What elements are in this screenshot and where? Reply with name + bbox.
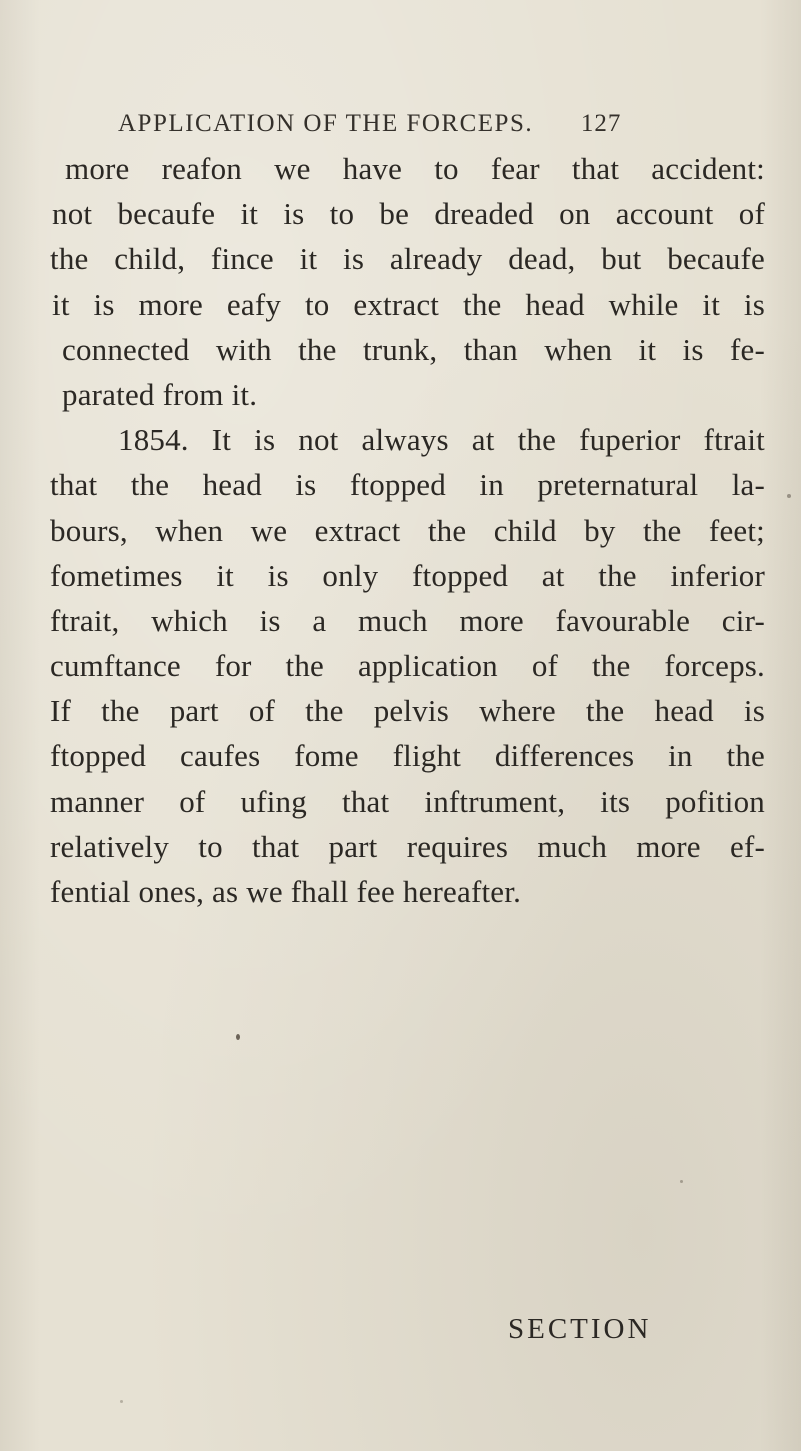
running-head: [118, 110, 718, 138]
catchword: SECTION: [508, 1313, 652, 1345]
text-line: the child, fince it is already dead, but becaufe: [50, 241, 765, 277]
text-line: cumftance for the application of the forceps.: [50, 648, 765, 684]
ink-speck: [680, 1180, 683, 1183]
text-line: bours, when we extract the child by the feet;: [50, 512, 765, 548]
text-line: If the part of the pelvis where the head is: [50, 693, 765, 729]
text-line: that the head is ftopped in preternatural la-: [50, 467, 765, 503]
ink-speck: [787, 494, 791, 498]
text-line: parated from it.: [62, 376, 258, 412]
paragraph-start-line: 1854. It is not always at the fuperior ftrait: [118, 422, 765, 458]
text-line: connected with the trunk, than when it is fe-: [62, 331, 765, 367]
text-line: it is more eafy to extract the head while it is: [52, 286, 765, 322]
text-line: fometimes it is only ftopped at the inferior: [50, 557, 765, 593]
text-line: relatively to that part requires much more ef-: [50, 828, 765, 864]
text-line: not becaufe it is to be dreaded on account of: [52, 196, 765, 232]
body-text: [50, 146, 765, 914]
text-line: more reafon we have to fear that accident:: [65, 151, 765, 186]
ink-speck: [236, 1034, 240, 1040]
text-line: fential ones, as we fhall fee hereafter.: [50, 874, 522, 909]
ink-speck: [120, 1400, 123, 1403]
text-line: ftopped caufes fome flight differences in the: [50, 738, 765, 774]
text-line: manner of ufing that inftrument, its pofition: [50, 783, 765, 819]
running-head-title: APPLICATION OF THE FORCEPS.: [118, 110, 534, 137]
page-number: 127: [580, 110, 622, 137]
text-line: ftrait, which is a much more favourable cir-: [50, 602, 765, 638]
